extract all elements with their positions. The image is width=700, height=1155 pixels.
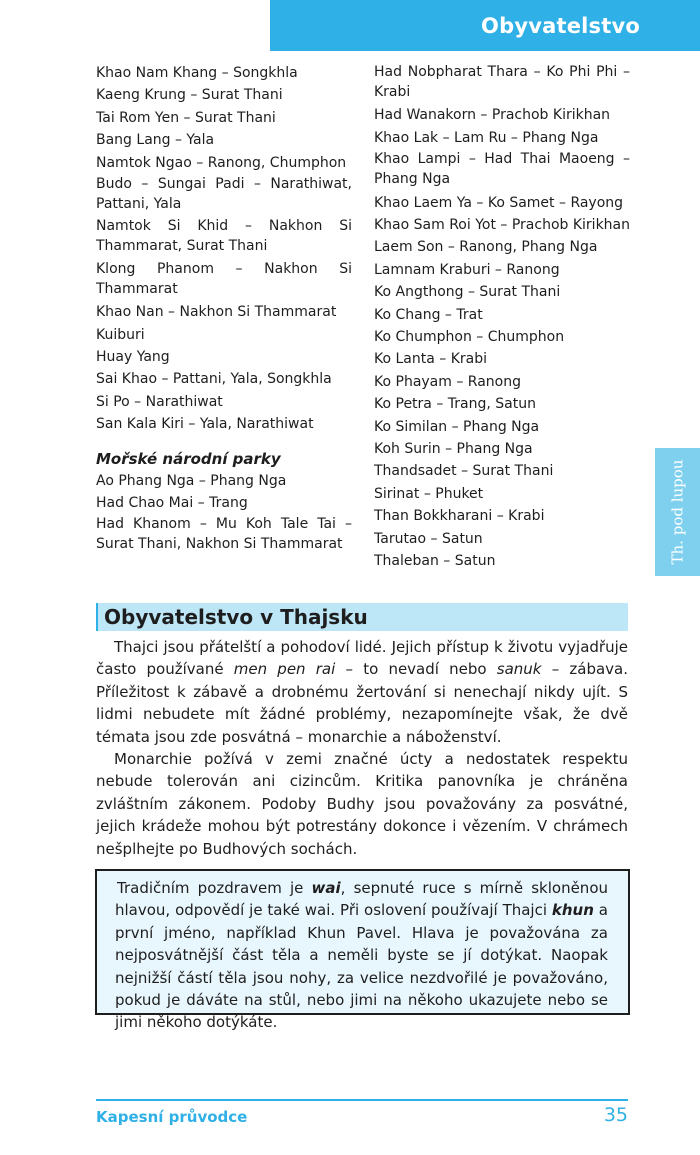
paragraph: Monarchie požívá v zemi značné úcty a nedostatek respektu nebude tolerován ani cizincům. Kritika panovníka je chráněna zvláštním zákonem. Podoby Budhy jsou považovány za posvátné, jejich krádeže mohou být potrestány dokonce i vězením. V chrámech nešplhejte po Budhových sochách. <box>96 750 628 858</box>
text-run-bold-italic: khun <box>551 901 594 920</box>
list-item: Ko Angthong – Surat Thani <box>374 284 561 301</box>
list-item: Khao Nan – Nakhon Si Thammarat <box>96 304 337 321</box>
list-item: Ko Chang – Trat <box>374 306 483 323</box>
list-item: Laem Son – Ranong, Phang Nga <box>374 239 598 256</box>
chapter-header <box>270 0 700 51</box>
list-item: Khao Lak – Lam Ru – Phang Nga <box>374 129 599 146</box>
list-item: Tai Rom Yen – Surat Thani <box>96 109 276 126</box>
list-item: Ko Similan – Phang Nga <box>374 418 540 435</box>
list-item: Sai Khao – Pattani, Yala, Songkhla <box>96 371 332 388</box>
list-item: Khao Sam Roi Yot – Prachob Kirikhan <box>374 217 631 233</box>
list-item: Had Nobpharat Thara – Ko Phi Phi – Krabi <box>374 64 630 100</box>
list-item: Had Wanakorn – Prachob Kirikhan <box>374 107 611 124</box>
list-item: Ao Phang Nga – Phang Nga <box>96 472 287 489</box>
text-run-bold-italic: wai <box>311 879 341 897</box>
info-box <box>95 869 630 1032</box>
text-run: Tradičním pozdravem je <box>117 879 312 897</box>
list-item: Si Po – Narathiwat <box>96 393 223 410</box>
list-item: Khao Laem Ya – Ko Samet – Rayong <box>374 194 624 211</box>
text-run: Thajci jsou přátelští a pohodoví lidé. Jejich přístup k životu vyjadřuje často používané <box>96 638 628 679</box>
list-item: Khao Nam Khang – Songkhla <box>96 65 298 81</box>
list-item: Namtok Si Khid – Nakhon Si Thammarat, Surat Thani <box>96 218 352 255</box>
text-run: , sepnuté ruce s mírně skloněnou hlavou, odpovědí je také wai. Při oslovení používají Thajci <box>115 879 608 920</box>
list-item: Budo – Sungai Padi – Narathiwat, Pattani, Yala <box>96 176 352 213</box>
list-item: Ko Phayam – Ranong <box>374 373 521 390</box>
side-tab <box>655 448 700 576</box>
parks-list-right <box>374 62 630 573</box>
list-item: Tarutao – Satun <box>374 530 483 547</box>
info-paragraph <box>115 877 608 1034</box>
list-item: Namtok Ngao – Ranong, Chumphon <box>96 154 347 171</box>
chapter-title: Obyvatelstvo <box>481 13 640 38</box>
list-item: Thandsadet – Surat Thani <box>374 463 554 480</box>
marine-parks-heading: Mořské národní parky <box>96 449 281 468</box>
list-item: Klong Phanom – Nakhon Si Thammarat <box>96 260 352 297</box>
list-item: Sirinat – Phuket <box>374 485 484 502</box>
footer-book-title: Kapesní průvodce <box>96 1108 248 1126</box>
list-item: Thaleban – Satun <box>374 553 496 570</box>
section-heading: Obyvatelstvo v Thajsku <box>96 603 628 631</box>
list-item: Had Chao Mai – Trang <box>96 495 248 512</box>
list-item: Ko Chumphon – Chumphon <box>374 329 565 346</box>
text-run-italic: men pen rai <box>233 660 336 679</box>
list-item: Huay Yang <box>96 349 170 366</box>
text-run: a první jméno, například Khun Pavel. Hlava je považována za nejposvátnější část těla a neměli byste se jí dotýkat. Naopak nejnižší částí těla jsou nohy, za velice nezdvořilé je považováno, pokud je dáváte na stůl, nebo jimi na někoho ukazujete nebo se jimi někoho dotýkáte. <box>115 901 608 1032</box>
list-item: Than Bokkharani – Krabi <box>374 508 545 525</box>
section-body <box>96 636 628 860</box>
list-item: San Kala Kiri – Yala, Narathiwat <box>96 416 314 433</box>
paragraph <box>96 636 628 748</box>
text-run: – zábava. Příležitost k zábavě a drobnému žertování si nenechají nikdy ujít. S lidmi nebudete mít žádné problémy, nezapomínejte však, že dvě témata jsou zde posvátná – monarchie a náboženství. <box>96 660 629 746</box>
list-item: Koh Surin – Phang Nga <box>374 441 533 458</box>
list-item: Ko Lanta – Krabi <box>374 351 488 368</box>
list-item: Lamnam Kraburi – Ranong <box>374 261 560 278</box>
list-item: Kaeng Krung – Surat Thani <box>96 87 283 104</box>
list-item: Had Khanom – Mu Koh Tale Tai – Surat Thani, Nakhon Si Thammarat <box>96 516 352 553</box>
list-item: Khao Lampi – Had Thai Maoeng – Phang Nga <box>374 151 630 188</box>
list-item: Ko Petra – Trang, Satun <box>374 396 536 413</box>
parks-list-left <box>96 62 352 557</box>
text-run-italic: sanuk <box>496 660 542 679</box>
list-item: Bang Lang – Yala <box>96 132 215 149</box>
list-item: Kuiburi <box>96 326 145 343</box>
page-number: 35 <box>603 1104 628 1126</box>
footer-rule <box>96 1099 628 1101</box>
side-tab-label: Th. pod lupou <box>668 459 687 565</box>
text-run: – to nevadí nebo <box>335 660 497 679</box>
